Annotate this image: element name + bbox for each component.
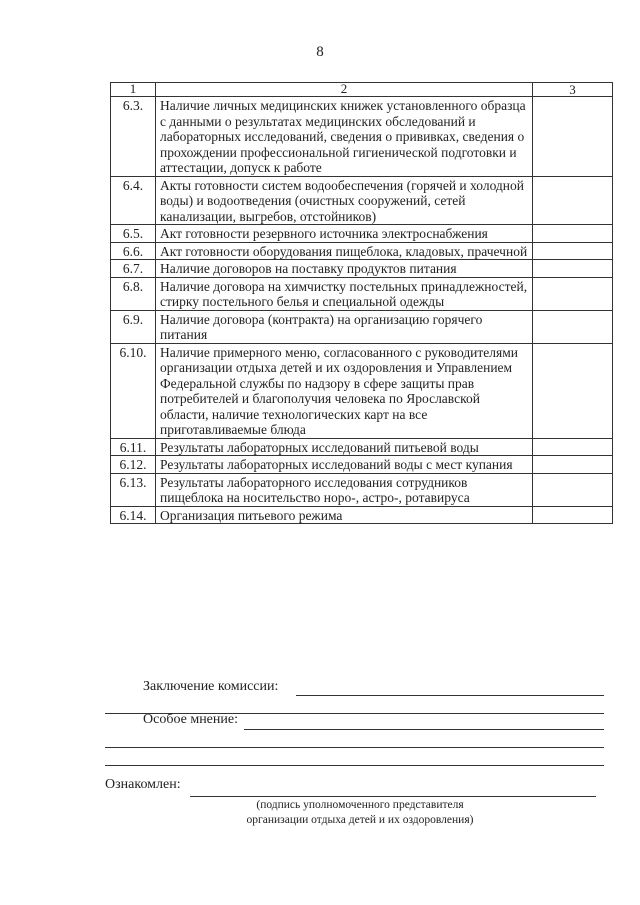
row-text: Наличие личных медицинских книжек установленного образца с данными о результатах медицинских обследований и лабораторных исследований, сведения о прививках, сведения о прохождении профессиональной гигиенической подготовки и аттестации, допуск к работе [156,97,533,177]
row-number: 6.9. [111,310,156,343]
table-row [111,310,613,343]
row-number: 6.4. [111,176,156,225]
row-mark-cell[interactable] [533,260,613,278]
row-mark-cell[interactable] [533,242,613,260]
conclusion-label: Заключение комиссии: [143,679,279,694]
special-opinion-line-2[interactable] [105,747,604,748]
signature-line[interactable] [190,796,596,797]
row-text: Наличие примерного меню, согласованного с руководителями организации отдыха детей и их оздоровления и Управлением Федеральной службы по надзору в сфере защиты прав потребителей и благополучия человека по Ярославской области, наличие технологических карт на все приготавливаемые блюда [156,343,533,438]
table-row [111,176,613,225]
conclusion-line-1[interactable] [296,695,604,696]
special-opinion-line-1[interactable] [244,729,604,730]
signature-caption-line-1: (подпись уполномоченного представителя [256,799,464,811]
row-number: 6.12. [111,456,156,474]
row-number: 6.10. [111,343,156,438]
header-col-1: 1 [111,83,156,97]
checklist-table-body [111,83,613,524]
row-text: Акт готовности оборудования пищеблока, кладовых, прачечной [156,242,533,260]
signature-caption-line-2: организации отдыха детей и их оздоровления) [246,814,474,826]
header-col-3: 3 [533,83,613,97]
table-row [111,343,613,438]
row-mark-cell[interactable] [533,343,613,438]
row-text: Наличие договора (контракта) на организацию горячего питания [156,310,533,343]
row-mark-cell[interactable] [533,438,613,456]
checklist-table [110,82,613,524]
special-opinion-label: Особое мнение: [143,712,238,727]
row-mark-cell[interactable] [533,176,613,225]
row-number: 6.14. [111,506,156,524]
row-mark-cell[interactable] [533,225,613,243]
table-row [111,277,613,310]
header-col-2: 2 [156,83,533,97]
acquainted-label: Ознакомлен: [105,777,181,792]
row-mark-cell[interactable] [533,473,613,506]
row-text: Акты готовности систем водообеспечения (горячей и холодной воды) и водоотведения (очистных сооружений, сетей канализации, выгребов, отстойников) [156,176,533,225]
table-row [111,260,613,278]
row-text: Наличие договоров на поставку продуктов питания [156,260,533,278]
row-number: 6.3. [111,97,156,177]
row-mark-cell[interactable] [533,277,613,310]
table-row [111,242,613,260]
table-row [111,225,613,243]
row-text: Результаты лабораторного исследования сотрудников пищеблока на носительство норо-, астро-, ротавируса [156,473,533,506]
table-row [111,438,613,456]
row-number: 6.8. [111,277,156,310]
table-row [111,456,613,474]
row-mark-cell[interactable] [533,310,613,343]
table-row [111,97,613,177]
special-opinion-line-3[interactable] [105,765,604,766]
table-row [111,473,613,506]
row-number: 6.7. [111,260,156,278]
row-number: 6.11. [111,438,156,456]
row-number: 6.13. [111,473,156,506]
row-text: Результаты лабораторных исследований питьевой воды [156,438,533,456]
row-mark-cell[interactable] [533,97,613,177]
row-text: Акт готовности резервного источника электроснабжения [156,225,533,243]
row-text: Наличие договора на химчистку постельных принадлежностей, стирку постельного белья и специальной одежды [156,277,533,310]
row-number: 6.5. [111,225,156,243]
row-text: Результаты лабораторных исследований воды с мест купания [156,456,533,474]
row-number: 6.6. [111,242,156,260]
row-text: Организация питьевого режима [156,506,533,524]
table-row [111,506,613,524]
row-mark-cell[interactable] [533,456,613,474]
page-number: 8 [316,44,324,60]
row-mark-cell[interactable] [533,506,613,524]
table-header-row [111,83,613,97]
